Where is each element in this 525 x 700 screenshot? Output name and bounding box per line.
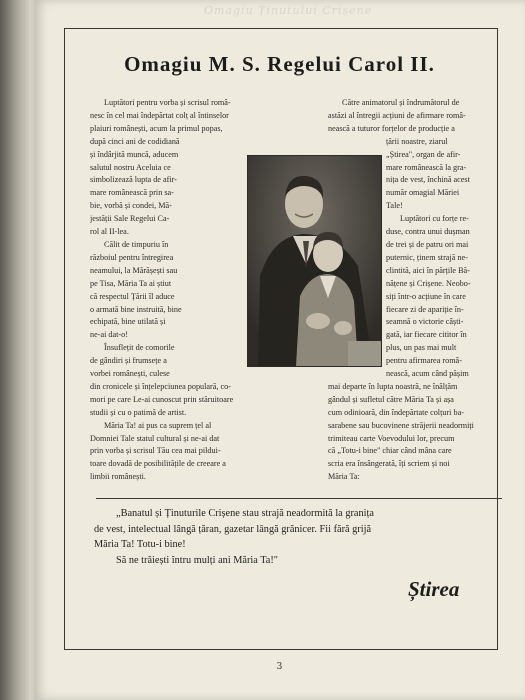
page-title: Omagiu M. S. Regelui Carol II. bbox=[124, 52, 435, 76]
right-column-line: clintită, aici în părțile Bă- bbox=[386, 265, 470, 275]
right-column-line: nească a tuturor forțelor de producție a bbox=[328, 123, 455, 133]
left-column-line: plaiuri românești, acum la primul popas, bbox=[90, 123, 223, 133]
right-column-line: cum odinioară, din îndepărtate colțuri ba- bbox=[328, 407, 464, 417]
right-column-line: nățene și Crișene. Neobo- bbox=[386, 278, 471, 288]
right-column-line: Luptători cu forțe re- bbox=[400, 214, 469, 224]
newspaper-signature: Știrea bbox=[408, 577, 460, 601]
right-column-line: plus, un pas mai mult bbox=[386, 343, 457, 353]
right-column-line: fiecare zi de apariție în- bbox=[386, 304, 464, 314]
right-column-line: nească, acum când pășim bbox=[386, 369, 469, 379]
right-column-line: sarabene sau bucovinene străjerii neadormiți bbox=[328, 420, 474, 430]
left-column-line: Însuflețit de comorile bbox=[104, 343, 175, 353]
left-column-line: salutul nostru Aceluia ce bbox=[90, 162, 171, 172]
quote-line-3: Măria Ta! Totu-i bine! bbox=[94, 539, 186, 550]
quote-line-1: „Banatul și Ținuturile Crișene stau strajă neadormită la granița bbox=[116, 508, 374, 519]
right-column-line: număr omagial Măriei bbox=[386, 188, 460, 198]
left-column-line: neamului, la Mărășești sau bbox=[90, 265, 178, 275]
left-column-line: o armată bine instruită, bine bbox=[90, 304, 182, 314]
right-column-line: că „Totu-i bine" chiar când mâna care bbox=[328, 446, 452, 456]
left-column-line: Luptători pentru vorba și scrisul româ- bbox=[104, 98, 231, 107]
left-column-line: mare românească prin sa- bbox=[90, 188, 174, 198]
portrait-photo-icon bbox=[248, 156, 381, 366]
left-column-line: din cronicele și înțelepciunea populară, co- bbox=[90, 381, 231, 391]
quote-line-2: de vest, intelectual lângă țăran, gazetar lângă grănicer. Fii fără grijă bbox=[94, 523, 372, 535]
page-number: 3 bbox=[276, 662, 283, 672]
right-column-line: de trei și de patru ori mai bbox=[386, 239, 469, 249]
right-column-line: astăzi al întregii acțiuni de afirmare româ- bbox=[328, 110, 466, 120]
right-column-line: țării noastre, ziarul bbox=[386, 136, 448, 146]
left-column-line: simbolizează lupta de afir- bbox=[90, 175, 177, 185]
right-column-line: „Știrea", organ de afir- bbox=[386, 149, 461, 159]
right-column-line: gată, iar fiecare cititor în bbox=[386, 330, 467, 340]
left-column-line: și îndârjită muncă, aducem bbox=[90, 149, 179, 159]
right-column-line: duse, contra unui dușman bbox=[386, 227, 470, 237]
right-column-line: trimiteau carte Voevodului lor, precum bbox=[328, 433, 455, 443]
right-column-line: seamnă o victorie câști- bbox=[386, 317, 464, 327]
left-column-line: după cinci ani de codidiană bbox=[90, 136, 180, 146]
left-column-line: vorbei românești, culese bbox=[90, 369, 170, 379]
right-column-line: gândul și sufletul către Măria Ta și așa bbox=[328, 394, 454, 404]
left-column-line: ne-ai dat-o! bbox=[90, 330, 128, 340]
closing-quote bbox=[94, 506, 504, 568]
left-column-line: rol al II-lea. bbox=[90, 227, 129, 237]
left-column-line: mori pe care Le-ai cunoscut prin stăruitoare bbox=[90, 394, 234, 404]
left-column-line: limbii românești. bbox=[90, 472, 146, 482]
left-column-line: toare dovadă de posibilitățile de creeare a bbox=[90, 459, 226, 469]
right-column-line: scria era însângerată, îți scriem și noi bbox=[328, 459, 450, 469]
portrait-photo bbox=[247, 155, 382, 367]
left-column-line: Călit de timpuriu în bbox=[104, 239, 169, 249]
magazine-page bbox=[34, 0, 525, 700]
right-column-line: puternic, ținem strajă ne- bbox=[386, 252, 468, 262]
left-column-line: de gândiri și frumsețe a bbox=[90, 356, 167, 366]
right-column-line: Măria Ta: bbox=[328, 472, 360, 482]
left-column-line: războiul pentru întregirea bbox=[90, 252, 174, 262]
right-column-line: nița de vest, închină acest bbox=[386, 175, 470, 185]
right-column-line: Către animatorul și îndrumătorul de bbox=[342, 98, 460, 107]
section-divider bbox=[96, 498, 502, 499]
left-column-line: studii și cu o patimă de artist. bbox=[90, 407, 187, 417]
book-spine bbox=[0, 0, 38, 700]
right-column-line: pentru afirmarea româ- bbox=[386, 356, 462, 366]
right-column-line: mai departe în lupta noastră, ne înălțăm bbox=[328, 381, 458, 391]
bleed-through-header: Omagiu Ținutului Crișene bbox=[204, 4, 373, 17]
left-column-line: că respectul Țării îl aduce bbox=[90, 291, 175, 301]
quote-line-4: Să ne trăiești întru mulți ani Măria Ta!" bbox=[116, 554, 278, 566]
left-column-line: jestății Sale Regelui Ca- bbox=[90, 214, 170, 224]
left-column-line: Domniei Tale statul cultural și ne-ai dat bbox=[90, 433, 220, 443]
right-column-line: mare românească la gra- bbox=[386, 162, 467, 172]
left-column-line: prin vorba și scrisul Tău cea mai pildui- bbox=[90, 446, 221, 456]
left-column-line: nesc în cel mai îndepărtat colț al întinselor bbox=[90, 110, 229, 120]
left-column-line: echipată, bine utilată și bbox=[90, 317, 166, 327]
right-column-line: siți într-o acțiune în care bbox=[386, 291, 466, 301]
right-column-line: Tale! bbox=[386, 201, 403, 211]
left-column-line: Măria Ta! ai pus ca suprem țel al bbox=[104, 420, 212, 430]
left-column-line: bie, vorbă și condei, Mă- bbox=[90, 201, 172, 211]
left-column-line: pe Tisa, Măria Ta ai știut bbox=[90, 278, 172, 288]
